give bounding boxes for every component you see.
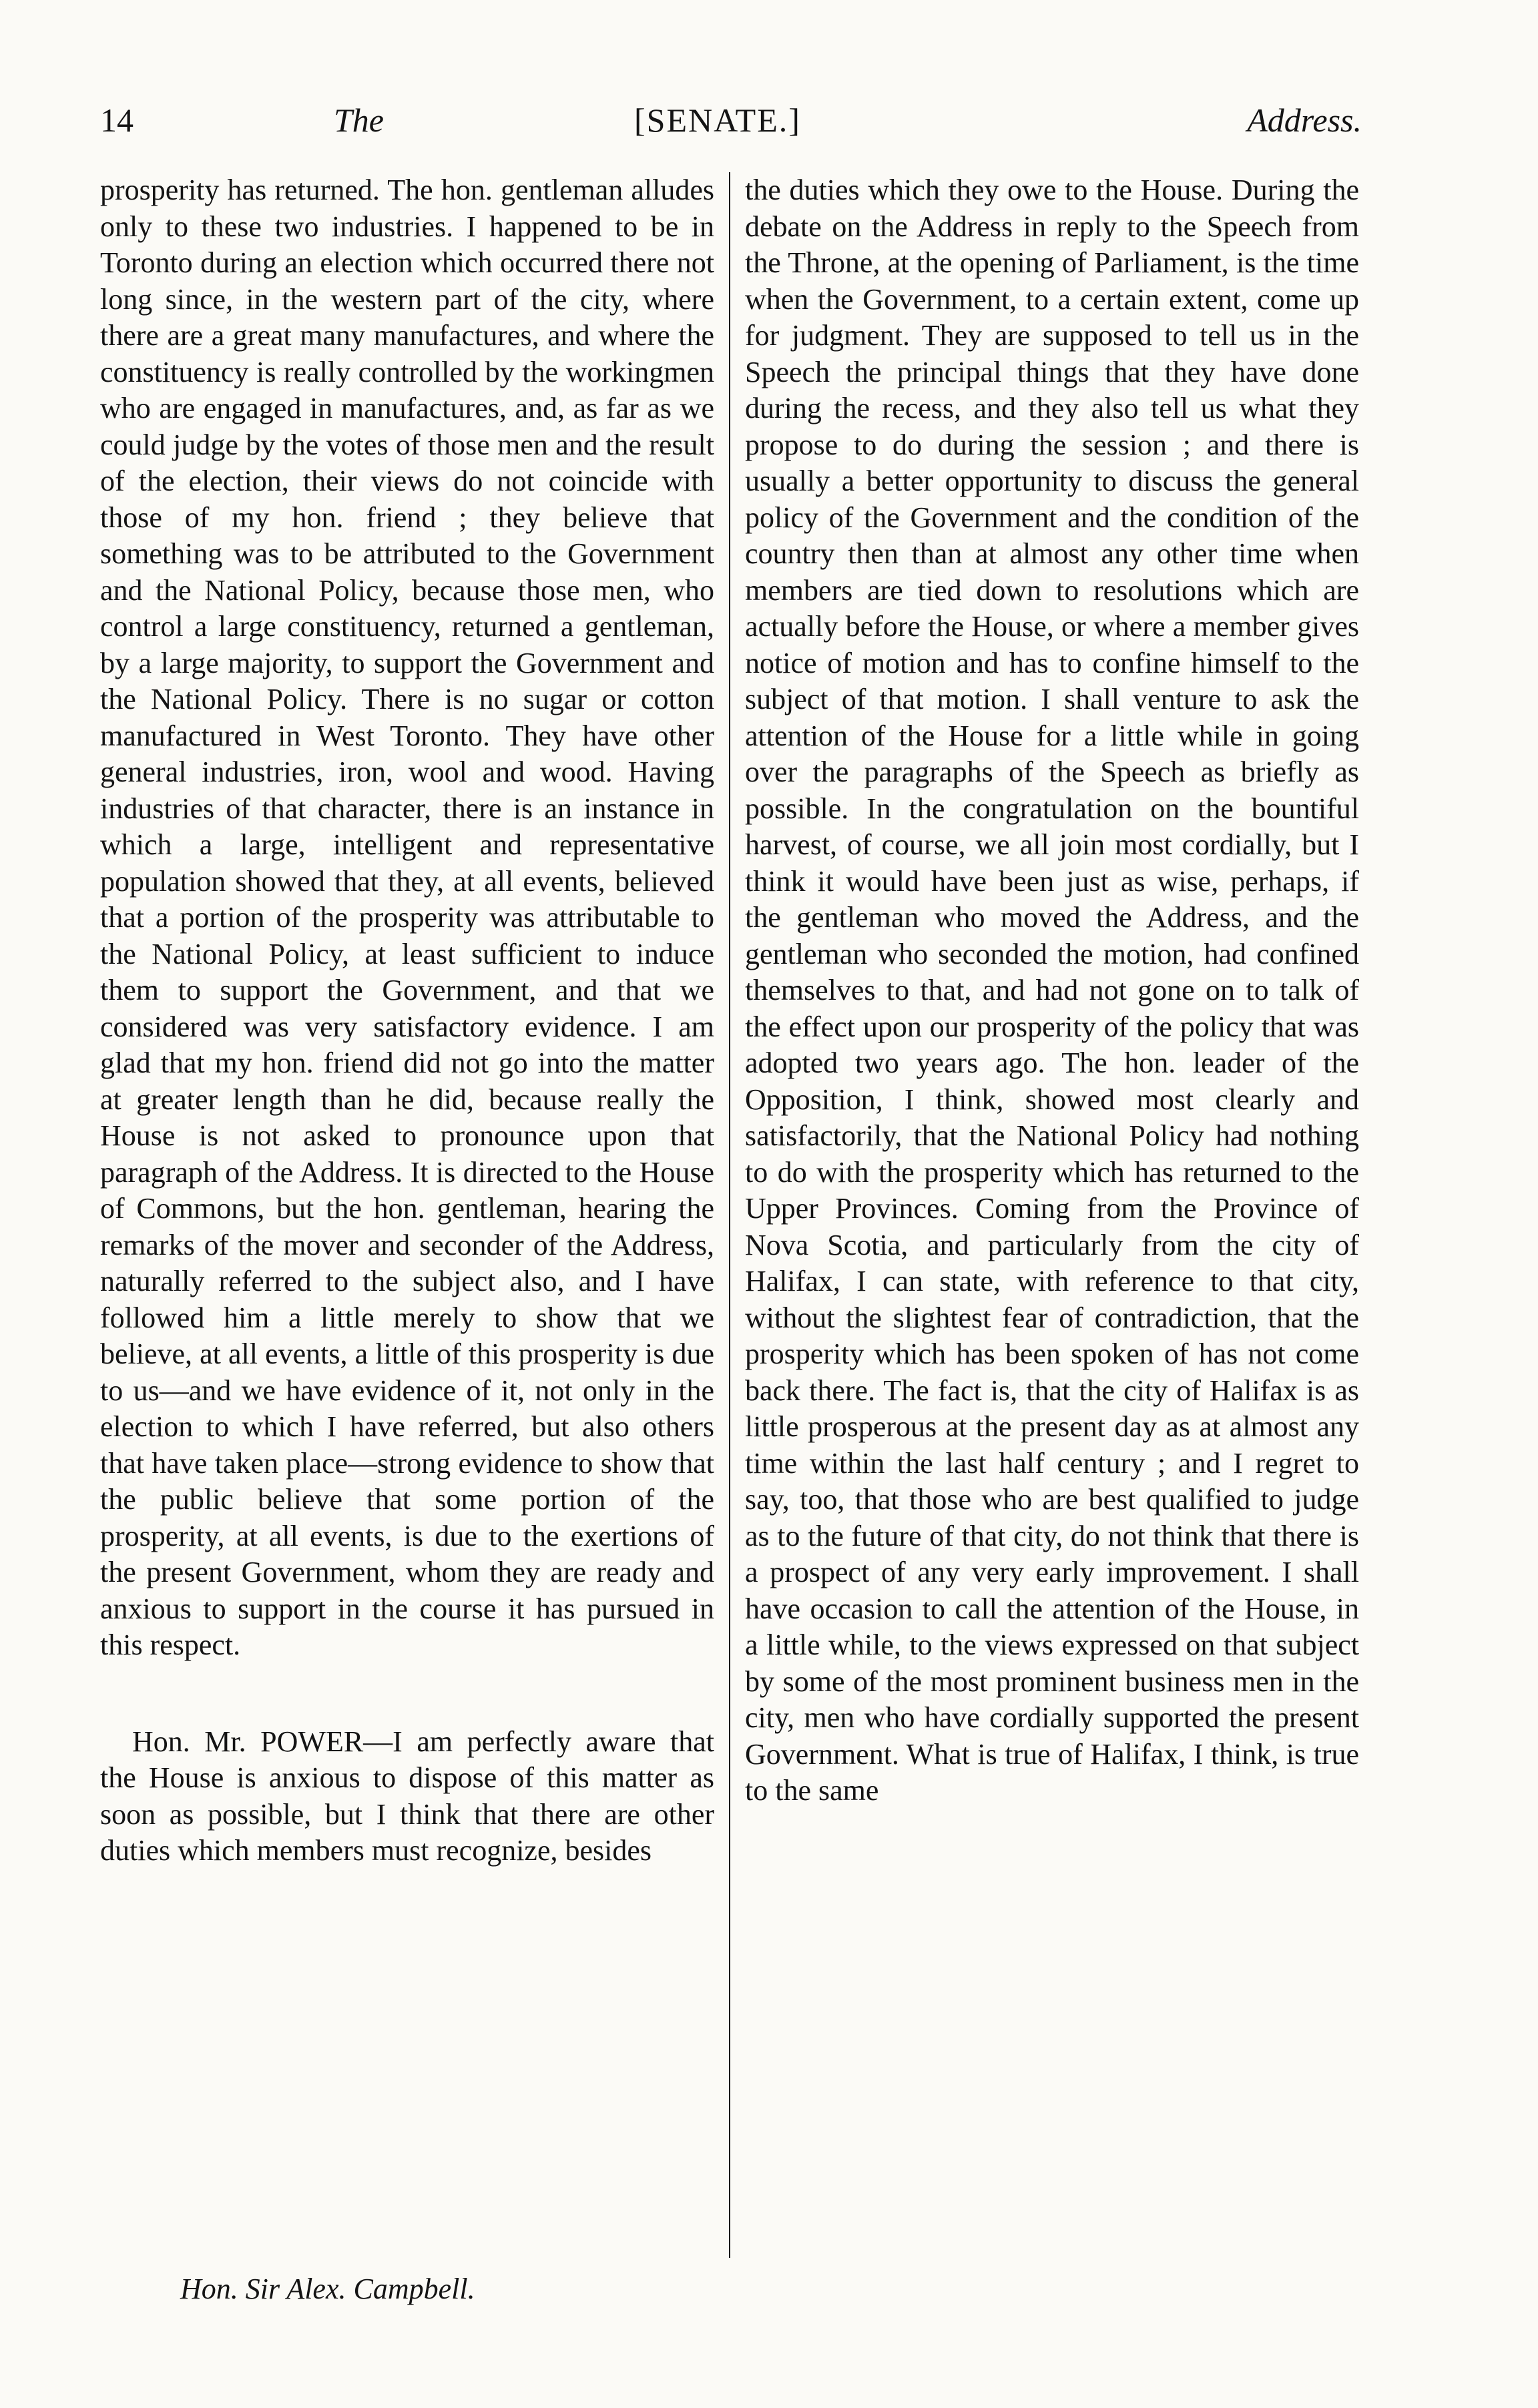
page-number: 14 bbox=[100, 101, 134, 139]
catchline: Hon. Sir Alex. Campbell. bbox=[180, 2273, 475, 2305]
column-divider bbox=[729, 172, 730, 2258]
left-paragraph-1: prosperity has returned. The hon. gentleman alludes only to these two industries. I happened to be in Toronto during an election which occurred there not long since, in the western part of the city, where there are a great many manufactures, and where the constituency is really controlled by the workingmen who are engaged in manufactures, and, as far as we could judge by the votes of those men and the result of the election, their views do not coincide with those of my hon. friend ; they believe that something was to be attributed to the Government and the National Policy, because those men, who control a large constituency, returned a gentleman, by a large majority, to support the Government and the National Policy. There is no sugar or cotton manufactured in West Toronto. They have other general industries, iron, wool and wood. Having industries of that character, there is an instance in which a large, intelligent and representative population showed that they, at all events, believed that a portion of the prosperity was attributable to the National Policy, at least sufficient to induce them to support the Government, and that we considered was very satisfactory evidence. I am glad that my hon. friend did not go into the matter at greater length than he did, because really the House is not asked to pronounce upon that paragraph of the Address. It is directed to the House of Commons, but the hon. gentleman, hearing the remarks of the mover and seconder of the Address, naturally referred to the subject also, and I have followed him a little merely to show that we believe, at all events, a little of this prosperity is due to us—and we have evidence of it, not only in the election to which I have referred, but also others that have taken place—strong evidence to show that the public believe that some portion of the prosperity, at all events, is due to the exertions of the present Government, whom they are ready and anxious to support in the course it has pursued in this respect. bbox=[100, 174, 714, 1661]
running-head-right: Address. bbox=[1247, 101, 1362, 139]
left-text-column bbox=[100, 172, 714, 2254]
left-paragraph-2-power-speech: Hon. Mr. POWER—I am perfectly aware that the House is anxious to dispose of this matter as soon as possible, but I think that there are other duties which members must recognize, besides bbox=[100, 1725, 714, 1867]
running-header bbox=[100, 93, 1362, 147]
right-text-column bbox=[745, 172, 1359, 2254]
running-head-left: The bbox=[334, 101, 384, 139]
right-paragraph-1: the duties which they owe to the House. During the debate on the Address in reply to the Speech from the Throne, at the opening of Parliament, is the time when the Government, to a certain extent, come up for judgment. They are supposed to tell us in the Speech the principal things that they have done during the recess, and they also tell us what they propose to do during the session ; and there is usually a better opportunity to discuss the general policy of the Government and the condition of the country then than at almost any other time when members are tied down to resolutions which are actually before the House, or where a member gives notice of motion and has to confine himself to the subject of that motion. I shall venture to ask the attention of the House for a little while in going over the paragraphs of the Speech as briefly as possible. In the congratulation on the bountiful harvest, of course, we all join most cordially, but I think it would have been just as wise, perhaps, if the gentleman who moved the Address, and the gentleman who seconded the motion, had confined themselves to that, and had not gone on to talk of the effect upon our prosperity of the policy that was adopted two years ago. The hon. leader of the Opposition, I think, showed most clearly and satisfactorily, that the National Policy had nothing to do with the prosperity which has returned to the Upper Provinces. Coming from the Province of Nova Scotia, and particularly from the city of Halifax, I can state, with reference to that city, without the slightest fear of contradiction, that the prosperity which has been spoken of has not come back there. The fact is, that the city of Halifax is as little prosperous at the present day as at almost any time within the last half century ; and I regret to say, too, that those who are best qualified to judge as to the future of that city, do not think that there is a prospect of any very early improvement. I shall have occasion to call the attention of the House, in a little while, to the views expressed on that subject by some of the most prominent business men in the city, men who have cordially supported the present Government. What is true of Halifax, I think, is true to the same bbox=[745, 174, 1359, 1807]
running-head-center: [SENATE.] bbox=[634, 101, 801, 139]
